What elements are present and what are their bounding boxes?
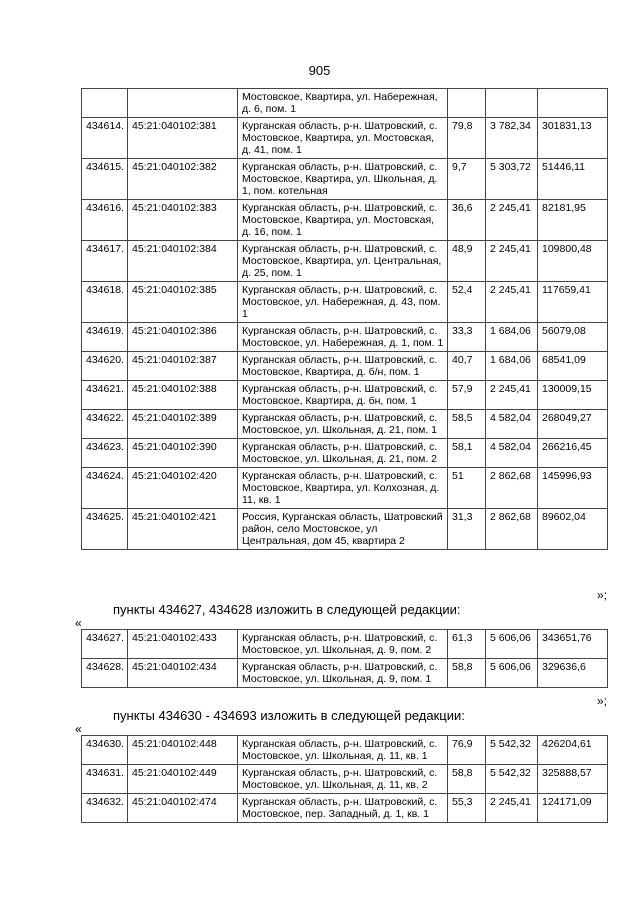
row-number-cell: 434631. — [82, 765, 128, 794]
table-row — [82, 323, 608, 352]
property-table-1 — [81, 88, 608, 550]
area-cell: 58,5 — [448, 410, 486, 439]
address-cell: Россия, Курганская область, Шатровский район, село Мостовское, ул Центральная, дом 45, квартира 2 — [238, 509, 448, 550]
unit-price-cell: 1 684,06 — [486, 323, 538, 352]
address-cell: Курганская область, р-н. Шатровский, с. Мостовское, ул. Школьная, д. 21, пом. 2 — [238, 439, 448, 468]
table-row — [82, 381, 608, 410]
cadastral-number-cell: 45:21:040102:390 — [128, 439, 238, 468]
unit-price-cell: 2 245,41 — [486, 381, 538, 410]
row-number-cell: 434624. — [82, 468, 128, 509]
area-cell: 48,9 — [448, 241, 486, 282]
unit-price-cell: 4 582,04 — [486, 439, 538, 468]
cadastral-number-cell: 45:21:040102:382 — [128, 159, 238, 200]
row-number-cell: 434615. — [82, 159, 128, 200]
area-cell: 61,3 — [448, 630, 486, 659]
cadastral-value-cell: 109800,48 — [538, 241, 608, 282]
cadastral-value-cell: 266216,45 — [538, 439, 608, 468]
address-cell: Курганская область, р-н. Шатровский, с. Мостовское, Квартира, ул. Мостовская, д. 16, пом. 1 — [238, 200, 448, 241]
address-cell: Курганская область, р-н. Шатровский, с. Мостовское, Квартира, д. бн, пом. 1 — [238, 381, 448, 410]
unit-price-cell: 2 245,41 — [486, 241, 538, 282]
instruction-text-1: пункты 434627, 434628 изложить в следующей редакции: — [113, 602, 461, 617]
closing-quote-1: »; — [596, 588, 607, 602]
row-number-cell: 434616. — [82, 200, 128, 241]
address-cell: Курганская область, р-н. Шатровский, с. Мостовское, ул. Школьная, д. 21, пом. 1 — [238, 410, 448, 439]
unit-price-cell: 5 542,32 — [486, 736, 538, 765]
row-number-cell: 434627. — [82, 630, 128, 659]
area-cell: 33,3 — [448, 323, 486, 352]
unit-price-cell: 4 582,04 — [486, 410, 538, 439]
opening-quote-2: « — [75, 722, 82, 736]
area-cell: 76,9 — [448, 736, 486, 765]
address-cell: Курганская область, р-н. Шатровский, с. Мостовское, ул. Школьная, д. 9, пом. 2 — [238, 630, 448, 659]
area-cell: 58,8 — [448, 659, 486, 688]
address-cell: Курганская область, р-н. Шатровский, с. Мостовское, Квартира, ул. Мостовская, д. 41, пом. 1 — [238, 118, 448, 159]
table-row — [82, 794, 608, 823]
area-cell: 36,6 — [448, 200, 486, 241]
row-number-cell: 434617. — [82, 241, 128, 282]
unit-price-cell — [486, 89, 538, 118]
cadastral-number-cell: 45:21:040102:420 — [128, 468, 238, 509]
unit-price-cell: 3 782,34 — [486, 118, 538, 159]
table-row — [82, 159, 608, 200]
row-number-cell: 434621. — [82, 381, 128, 410]
row-number-cell: 434632. — [82, 794, 128, 823]
unit-price-cell: 2 245,41 — [486, 794, 538, 823]
area-cell: 58,8 — [448, 765, 486, 794]
cadastral-value-cell: 145996,93 — [538, 468, 608, 509]
cadastral-value-cell: 343651,76 — [538, 630, 608, 659]
table-row — [82, 630, 608, 659]
cadastral-number-cell: 45:21:040102:385 — [128, 282, 238, 323]
unit-price-cell: 2 245,41 — [486, 282, 538, 323]
cadastral-number-cell: 45:21:040102:474 — [128, 794, 238, 823]
unit-price-cell: 5 303,72 — [486, 159, 538, 200]
page-number: 905 — [308, 63, 331, 78]
unit-price-cell: 2 245,41 — [486, 200, 538, 241]
unit-price-cell: 5 606,06 — [486, 659, 538, 688]
cadastral-value-cell: 117659,41 — [538, 282, 608, 323]
property-table-2 — [81, 629, 608, 688]
closing-quote-2: »; — [596, 694, 607, 708]
address-cell: Курганская область, р-н. Шатровский, с. Мостовское, ул. Школьная, д. 9, пом. 1 — [238, 659, 448, 688]
unit-price-cell: 2 862,68 — [486, 468, 538, 509]
cadastral-value-cell: 268049,27 — [538, 410, 608, 439]
unit-price-cell: 5 542,32 — [486, 765, 538, 794]
table-row — [82, 439, 608, 468]
area-cell: 57,9 — [448, 381, 486, 410]
row-number-cell: 434625. — [82, 509, 128, 550]
address-cell: Курганская область, р-н. Шатровский, с. Мостовское, ул. Школьная, д. 11, кв. 2 — [238, 765, 448, 794]
address-cell: Курганская область, р-н. Шатровский, с. Мостовское, Квартира, ул. Центральная, д. 25, пом. 1 — [238, 241, 448, 282]
row-number-cell — [82, 89, 128, 118]
table-row — [82, 765, 608, 794]
cadastral-number-cell: 45:21:040102:381 — [128, 118, 238, 159]
table-row — [82, 282, 608, 323]
area-cell: 52,4 — [448, 282, 486, 323]
table-row — [82, 736, 608, 765]
address-cell: Курганская область, р-н. Шатровский, с. Мостовское, пер. Западный, д. 1, кв. 1 — [238, 794, 448, 823]
row-number-cell: 434622. — [82, 410, 128, 439]
row-number-cell: 434620. — [82, 352, 128, 381]
table-row — [82, 118, 608, 159]
cadastral-value-cell: 426204,61 — [538, 736, 608, 765]
address-cell: Курганская область, р-н. Шатровский, с. Мостовское, Квартира, д. б/н, пом. 1 — [238, 352, 448, 381]
address-cell: Курганская область, р-н. Шатровский, с. Мостовское, ул. Школьная, д. 11, кв. 1 — [238, 736, 448, 765]
cadastral-value-cell: 56079,08 — [538, 323, 608, 352]
cadastral-number-cell: 45:21:040102:448 — [128, 736, 238, 765]
area-cell: 55,3 — [448, 794, 486, 823]
area-cell — [448, 89, 486, 118]
row-number-cell: 434618. — [82, 282, 128, 323]
cadastral-value-cell: 68541,09 — [538, 352, 608, 381]
area-cell: 51 — [448, 468, 486, 509]
table-row — [82, 89, 608, 118]
unit-price-cell: 2 862,68 — [486, 509, 538, 550]
cadastral-number-cell: 45:21:040102:387 — [128, 352, 238, 381]
unit-price-cell: 5 606,06 — [486, 630, 538, 659]
cadastral-number-cell: 45:21:040102:383 — [128, 200, 238, 241]
table-row — [82, 659, 608, 688]
cadastral-value-cell — [538, 89, 608, 118]
table-row — [82, 200, 608, 241]
table-row — [82, 352, 608, 381]
area-cell: 31,3 — [448, 509, 486, 550]
table-row — [82, 410, 608, 439]
cadastral-number-cell: 45:21:040102:421 — [128, 509, 238, 550]
area-cell: 79,8 — [448, 118, 486, 159]
cadastral-number-cell: 45:21:040102:388 — [128, 381, 238, 410]
cadastral-value-cell: 124171,09 — [538, 794, 608, 823]
area-cell: 40,7 — [448, 352, 486, 381]
cadastral-value-cell: 329636,6 — [538, 659, 608, 688]
address-cell: Курганская область, р-н. Шатровский, с. Мостовское, Квартира, ул. Колхозная, д. 11, кв. 1 — [238, 468, 448, 509]
cadastral-number-cell: 45:21:040102:389 — [128, 410, 238, 439]
row-number-cell: 434614. — [82, 118, 128, 159]
cadastral-number-cell: 45:21:040102:386 — [128, 323, 238, 352]
row-number-cell: 434630. — [82, 736, 128, 765]
row-number-cell: 434623. — [82, 439, 128, 468]
cadastral-number-cell — [128, 89, 238, 118]
row-number-cell: 434619. — [82, 323, 128, 352]
area-cell: 58,1 — [448, 439, 486, 468]
table-row — [82, 468, 608, 509]
cadastral-number-cell: 45:21:040102:433 — [128, 630, 238, 659]
table-row — [82, 241, 608, 282]
address-cell: Мостовское, Квартира, ул. Набережная, д. 6, пом. 1 — [238, 89, 448, 118]
cadastral-value-cell: 82181,95 — [538, 200, 608, 241]
property-table-3 — [81, 735, 608, 823]
address-cell: Курганская область, р-н. Шатровский, с. Мостовское, ул. Набережная, д. 1, пом. 1 — [238, 323, 448, 352]
table-row — [82, 509, 608, 550]
address-cell: Курганская область, р-н. Шатровский, с. Мостовское, ул. Набережная, д. 43, пом. 1 — [238, 282, 448, 323]
opening-quote-1: « — [75, 616, 82, 630]
cadastral-value-cell: 51446,11 — [538, 159, 608, 200]
cadastral-number-cell: 45:21:040102:384 — [128, 241, 238, 282]
cadastral-value-cell: 301831,13 — [538, 118, 608, 159]
instruction-text-2: пункты 434630 - 434693 изложить в следующей редакции: — [113, 708, 465, 723]
address-cell: Курганская область, р-н. Шатровский, с. Мостовское, Квартира, ул. Школьная, д. 1, пом. котельная — [238, 159, 448, 200]
unit-price-cell: 1 684,06 — [486, 352, 538, 381]
area-cell: 9,7 — [448, 159, 486, 200]
cadastral-value-cell: 130009,15 — [538, 381, 608, 410]
cadastral-number-cell: 45:21:040102:449 — [128, 765, 238, 794]
cadastral-number-cell: 45:21:040102:434 — [128, 659, 238, 688]
cadastral-value-cell: 89602,04 — [538, 509, 608, 550]
cadastral-value-cell: 325888,57 — [538, 765, 608, 794]
row-number-cell: 434628. — [82, 659, 128, 688]
